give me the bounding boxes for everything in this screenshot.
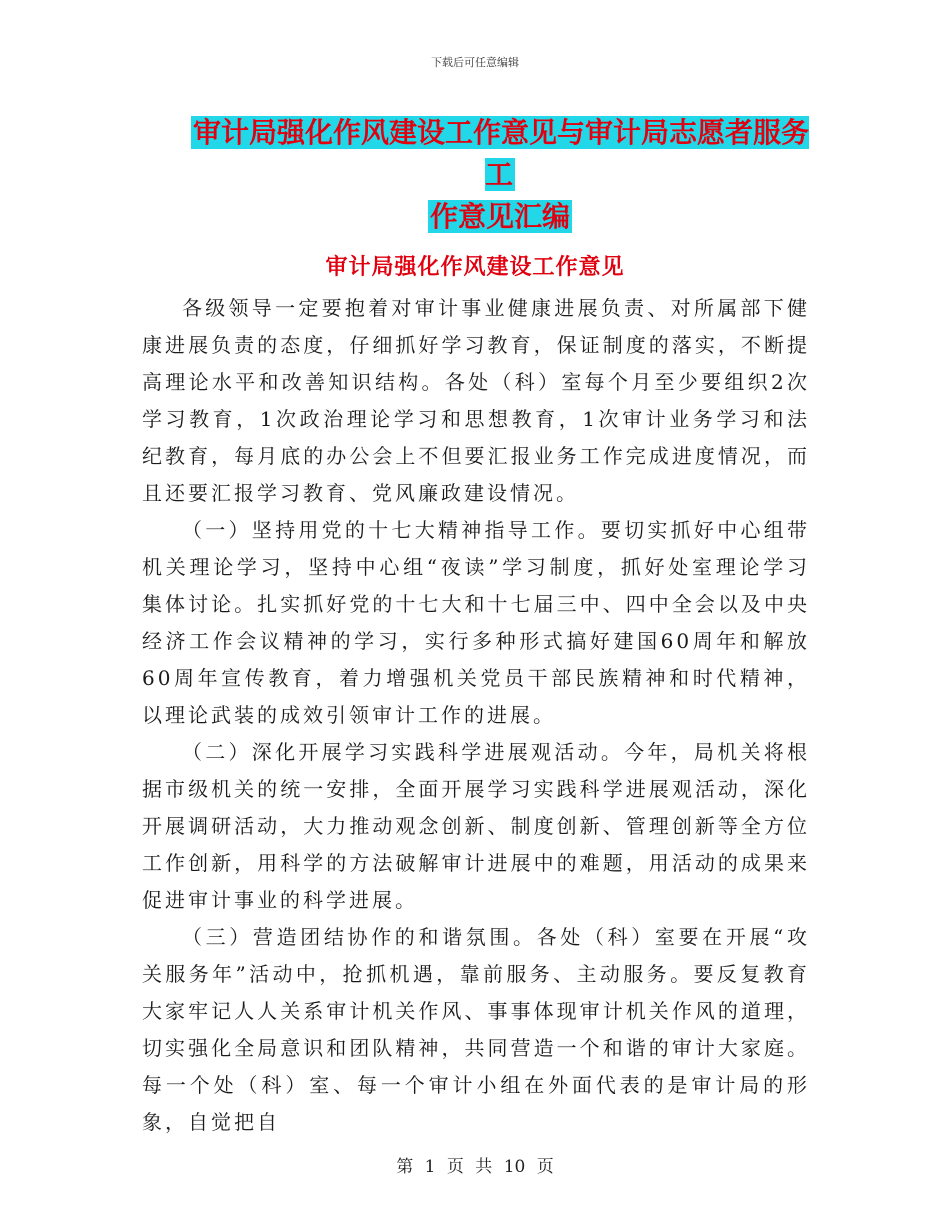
paragraph: （三）营造团结协作的和谐氛围。各处（科）室要在开展“攻关服务年”活动中，抢抓机遇，靠前服务、主动服务。要反复教育大家牢记人人关系审计机关作风、事事体现审计机关作风的道理，切实强化全局意识和团队精神，共同营造一个和谐的审计大家庭。每一个处（科）室、每一个审计小组在外面代表的是审计局的形象，自觉把自 <box>142 925 810 1134</box>
section-title: 审计局强化作风建设工作意见 <box>325 255 625 280</box>
paragraph: （一）坚持用党的十七大精神指导工作。要切实抓好中心组带机关理论学习，坚持中心组“夜读”学习制度，抓好处室理论学习集体讨论。扎实抓好党的十七大和十七届三中、四中全会以及中央经济工作会议精神的学习，实行多种形式搞好建国60周年和解放60周年宣传教育，着力增强机关党员干部民族精神和时代精神，以理论武装的成效引领审计工作的进展。 <box>142 518 810 727</box>
paragraph: （二）深化开展学习实践科学进展观活动。今年，局机关将根据市级机关的统一安排，全面开展学习实践科学进展观活动，深化开展调研活动，大力推动观念创新、制度创新、管理创新等全方位工作创新，用科学的方法破解审计进展中的难题，用活动的成果来促进审计事业的科学进展。 <box>142 740 810 912</box>
page-header-note: 下载后可任意编辑 <box>431 56 519 69</box>
document-title-line-2: 作意见汇编 <box>429 200 570 233</box>
document-title <box>190 112 810 238</box>
document-title-line-1: 审计局强化作风建设工作意见与审计局志愿者服务工 <box>192 116 809 191</box>
page-number-footer: 第 1 页 共 10 页 <box>396 1157 554 1177</box>
paragraph: 各级领导一定要抱着对审计事业健康进展负责、对所属部下健康进展负责的态度，仔细抓好学习教育，保证制度的落实，不断提高理论水平和改善知识结构。各处（科）室每个月至少要组织2次学习教育，1次政治理论学习和思想教育，1次审计业务学习和法纪教育，每月底的办公会上不但要汇报业务工作完成进度情况，而且还要汇报学习教育、党风廉政建设情况。 <box>142 296 810 505</box>
document-body <box>142 290 810 1141</box>
